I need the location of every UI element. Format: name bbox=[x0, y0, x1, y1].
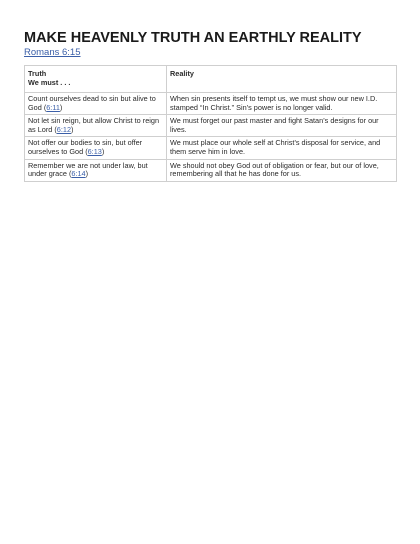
truth-close: ) bbox=[59, 102, 63, 112]
reality-cell: We should not obey God out of obligation or fear, but our of love, remembering all that he has done for us. bbox=[167, 159, 397, 181]
verse-link[interactable]: 6:13 bbox=[87, 146, 102, 156]
header-truth-label: Truth bbox=[28, 69, 47, 78]
table-header-row bbox=[25, 66, 397, 93]
verse-link[interactable]: 6:11 bbox=[46, 102, 60, 112]
table-row bbox=[25, 115, 397, 137]
table-row bbox=[25, 137, 397, 159]
truth-text: Remember we are not under law, but under grace ( bbox=[28, 160, 148, 179]
truth-text: Count ourselves dead to sin but alive to God ( bbox=[28, 94, 156, 112]
verse-link[interactable]: 6:12 bbox=[56, 124, 71, 134]
scripture-reference-link[interactable]: Romans 6:15 bbox=[24, 47, 81, 58]
truth-close: ) bbox=[101, 146, 105, 156]
header-truth-sublabel: We must . . . bbox=[28, 77, 71, 87]
truth-text: Not offer our bodies to sin, but offer ourselves to God ( bbox=[28, 138, 143, 156]
table-row bbox=[25, 93, 397, 115]
truth-close: ) bbox=[85, 169, 89, 179]
truth-cell bbox=[25, 115, 167, 137]
header-reality: Reality bbox=[167, 66, 397, 93]
reality-cell: We must forget our past master and fight Satan’s designs for our lives. bbox=[167, 115, 397, 137]
verse-link[interactable]: 6:14 bbox=[71, 169, 86, 179]
reality-cell: When sin presents itself to tempt us, we must show our new I.D. stamped “In Christ.” Sin’s power is no longer valid. bbox=[167, 93, 397, 115]
table-row bbox=[25, 159, 397, 181]
truth-text: Not let sin reign, but allow Christ to reign as Lord ( bbox=[28, 116, 159, 134]
header-truth bbox=[25, 66, 167, 93]
document-page bbox=[24, 30, 396, 182]
page-title: MAKE HEAVENLY TRUTH AN EARTHLY REALITY bbox=[24, 30, 362, 46]
truth-reality-table bbox=[24, 65, 397, 182]
truth-cell bbox=[25, 137, 167, 159]
truth-cell bbox=[25, 159, 167, 181]
truth-cell bbox=[25, 93, 167, 115]
reality-cell: We must place our whole self at Christ’s disposal for service, and them serve him in love. bbox=[167, 137, 397, 159]
truth-close: ) bbox=[71, 124, 74, 134]
